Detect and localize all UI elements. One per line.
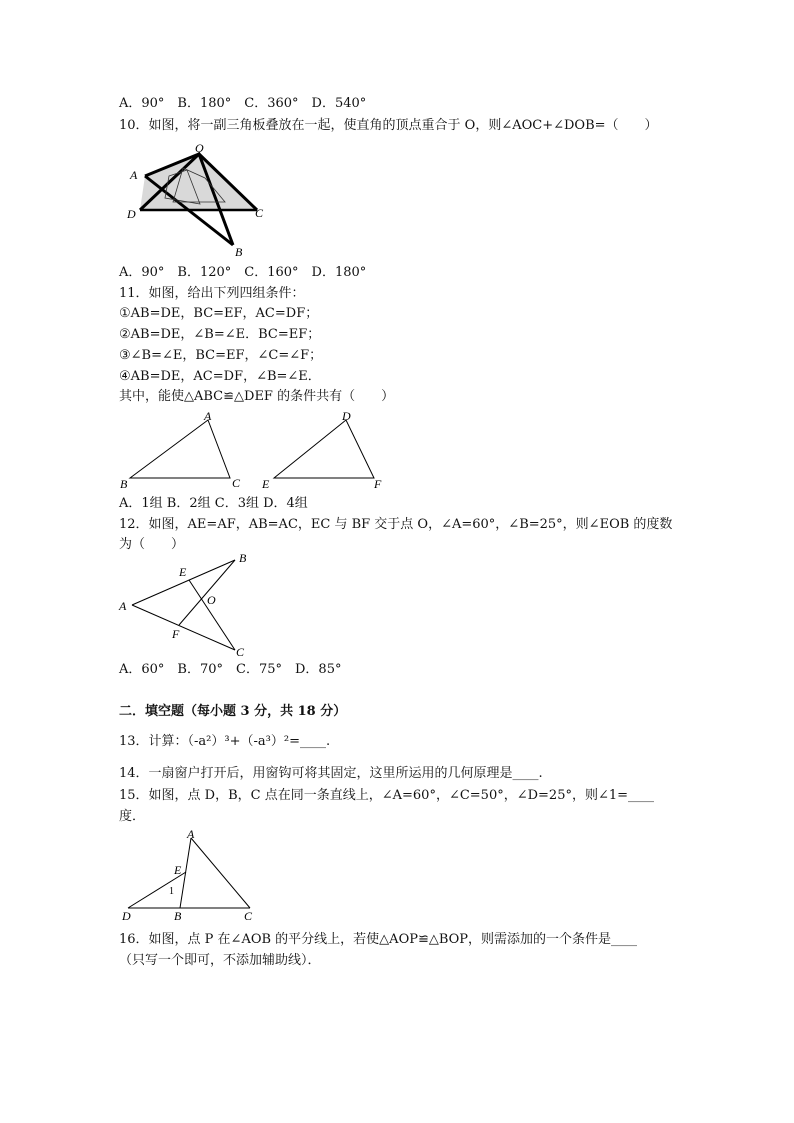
q10-options: A．90° B．120° C．160° D．180° [119, 265, 367, 280]
q12-label-E: E [179, 565, 187, 579]
q11-question: 其中，能使△ABC≌△DEF 的条件共有（ ） [119, 389, 395, 404]
q11-options: A．1组 B．2组 C．3组 D．4组 [119, 496, 308, 511]
q11-triangles-diagram [118, 408, 388, 490]
q11-label-C: C [232, 476, 241, 490]
q14-text: 14．一扇窗户打开后，用窗钩可将其固定，这里所运用的几何原理是____. [119, 766, 543, 781]
q11-label-A: A [204, 409, 212, 423]
q9-options: A．90° B．180° C．360° D．540° [119, 96, 367, 111]
q12-options: A．60° B．70° C．75° D．85° [119, 662, 342, 677]
q11-condition-4: ④AB=DE，AC=DF，∠B=∠E． [119, 369, 321, 384]
q15-triangle-diagram [118, 826, 268, 924]
q15-label-D: D [122, 909, 131, 923]
q15-line1: 15．如图，点 D，B，C 点在同一条直线上，∠A=60°，∠C=50°，∠D=25°，则∠1=____ [119, 788, 655, 803]
q15-label-A: A [187, 827, 195, 841]
q15-line2: 度． [119, 809, 146, 824]
q10-figure [125, 140, 275, 264]
q11-condition-1: ①AB=DE，BC=EF，AC=DF； [119, 306, 319, 321]
q10-label-C: C [255, 206, 264, 220]
q15-figure [118, 826, 268, 928]
q15-label-angle-1: 1 [169, 886, 174, 897]
q12-label-F: F [172, 627, 180, 641]
q10-label-B: B [235, 245, 243, 259]
q10-triangle-diagram [125, 140, 275, 260]
q11-figure [118, 408, 388, 494]
q12-label-C: C [236, 645, 245, 659]
q11-label-B: B [120, 477, 128, 491]
q12-stem-line2: 为（ ） [119, 537, 185, 552]
q15-label-C: C [244, 909, 253, 923]
q15-label-B: B [174, 909, 182, 923]
q11-label-F: F [374, 477, 382, 491]
q11-label-E: E [262, 477, 270, 491]
q11-condition-3: ③∠B=∠E，BC=EF，∠C=∠F； [119, 348, 323, 363]
q11-condition-2: ②AB=DE，∠B=∠E．BC=EF； [119, 327, 321, 342]
q16-line2: （只写一个即可，不添加辅助线）． [119, 953, 321, 968]
q11-label-D: D [342, 409, 351, 423]
q12-triangle-diagram [117, 550, 267, 660]
q12-label-A: A [119, 599, 127, 613]
q12-label-B: B [239, 551, 247, 565]
q12-stem-line1: 12．如图，AE=AF，AB=AC，EC 与 BF 交于点 O，∠A=60°，∠B=25°，则∠EOB 的度数 [119, 517, 673, 532]
q13-text: 13．计算：（-a²）³+（-a³）²=____. [119, 734, 331, 749]
q10-label-A: A [130, 168, 138, 182]
q11-stem: 11．如图，给出下列四组条件： [119, 286, 305, 301]
q15-label-E: E [174, 863, 182, 877]
q12-figure [117, 550, 267, 664]
q10-label-O: O [195, 141, 204, 155]
q10-label-D: D [127, 207, 136, 221]
q12-label-O: O [207, 593, 216, 607]
section2-title: 二．填空题（每小题 3 分，共 18 分） [119, 704, 347, 719]
q16-line1: 16．如图，点 P 在∠AOB 的平分线上，若使△AOP≌△BOP，则需添加的一个条件是____ [119, 932, 638, 947]
q10-stem: 10．如图，将一副三角板叠放在一起，使直角的顶点重合于 O，则∠AOC+∠DOB=（ ） [119, 118, 658, 133]
